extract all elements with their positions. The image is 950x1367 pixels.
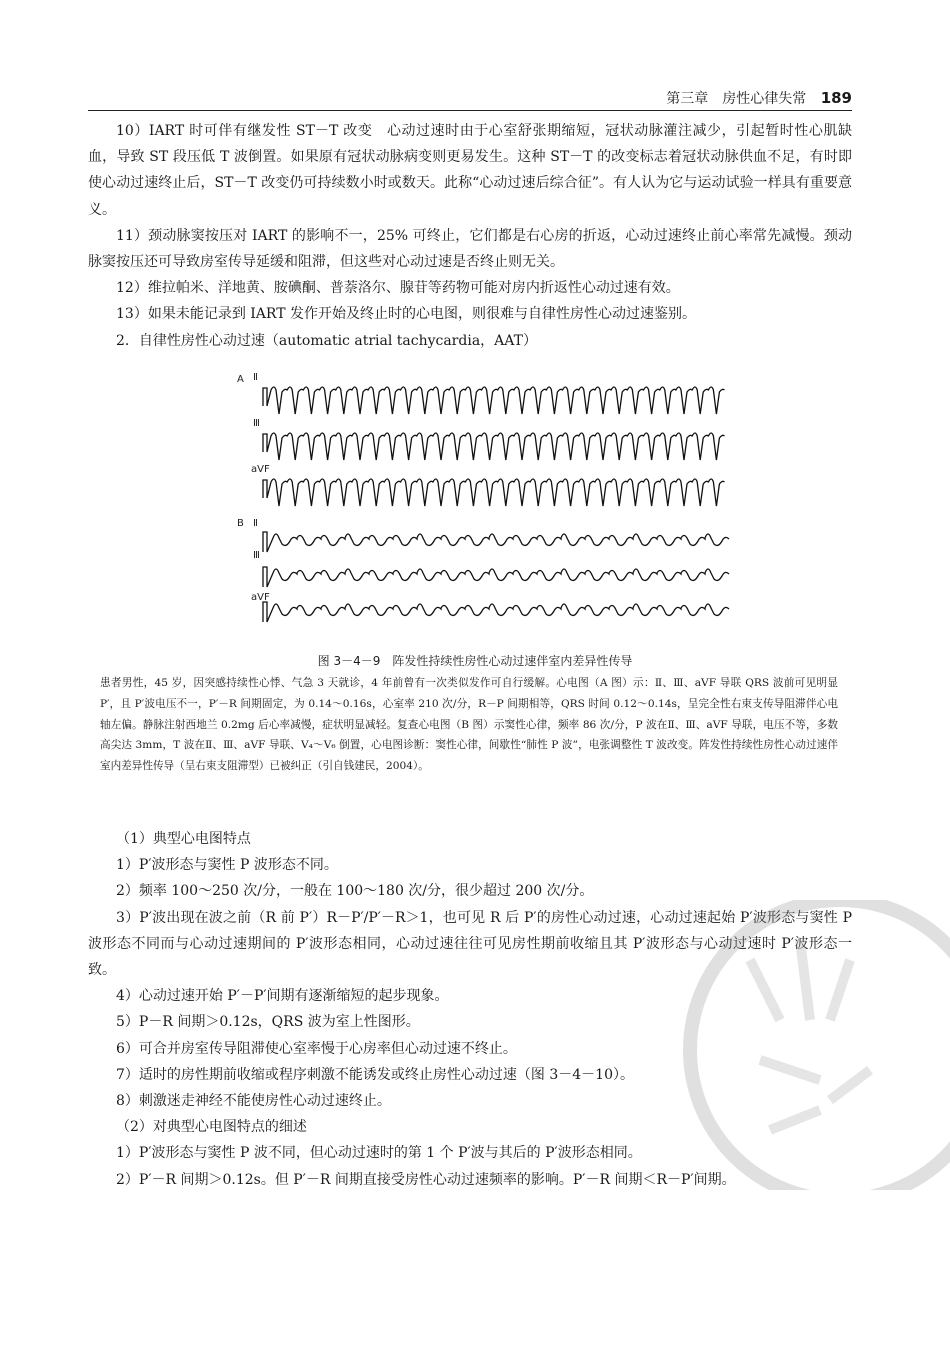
lead-label: aVF (251, 464, 270, 475)
ecg-trace-a-lead-1 (263, 387, 724, 414)
figure-caption-body: 患者男性，45 岁，因突感持续性心悸、气急 3 天就诊，4 年前曾有一次类似发作可自行缓解。心电图（A 图）示：Ⅱ、Ⅲ、aVF 导联 QRS 波前可见明显 P′，且 P′波电压不一，P′－R 间期固定，为 0.14～0.16s，心室率 210 次/分，R－P 间期相等，QRS 时间 0.12～0.14s，呈完全性右束支传导阻滞伴心电轴左偏。静脉注射西地兰 0.2mg 后心率减慢，症状明显减轻。复查心电图（B 图）示窦性心律，频率 86 次/分，P 波在Ⅱ、Ⅲ、aVF 导联，电压不等，多数高尖达 3mm，T 波在Ⅱ、Ⅲ、aVF 导联、V₄～V₆ 倒置，心电图诊断：窦性心律，间歇性“肺性 P 波”，电张调整性 T 波改变。阵发性持续性房性心动过速伴室内差异性传导（呈右束支阻滞型）已被纠正（引自钱建民，2004）。 (100, 677, 838, 773)
subsection-heading: （2）对典型心电图特点的细述 (116, 1119, 307, 1136)
figure-caption-title: 图 3－4－9 阵发性持续性房性心动过速伴室内差异性传导 (317, 654, 633, 668)
list-item: 5）P－R 间期＞0.12s，QRS 波为室上性图形。 (116, 1014, 420, 1031)
page-number: 189 (820, 89, 852, 107)
lead-label: aVF (251, 592, 270, 603)
ecg-figure (235, 368, 735, 630)
lead-label: Ⅲ (253, 550, 260, 561)
list-item: 1）P′波形态与窦性 P 波不同，但心动过速时的第 1 个 P′波与其后的 P′波形态相同。 (116, 1145, 642, 1162)
list-item: 3）P′波出现在波之前（R 前 P′）R－P′/P′－R＞1，也可见 R 后 P′的房性心动过速，心动过速起始 P′波形态与窦性 P 波形态不同而与心动过速期间的 P′波形态相同，心动过速往往可见房性期前收缩且其 P′波形态与心动过速时 P′波形态一致。 (88, 909, 852, 979)
list-item: 6）可合并房室传导阻滞使心室率慢于心房率但心动过速不终止。 (116, 1040, 517, 1057)
ecg-traces (235, 368, 735, 630)
panel-a-label: A (237, 374, 244, 385)
ecg-trace-b-lead-2 (263, 567, 729, 587)
paragraph: 10）IART 时可伴有继发性 ST－T 改变 心动过速时由于心室舒张期缩短，冠状动脉灌注减少，引起暂时性心肌缺血，导致 ST 段压低 T 波倒置。如果原有冠状动脉病变则更易发生。这种 ST－T 的改变标志着冠状动脉供血不足，有时即使心动过速终止后，ST－T 改变仍可持续数小时或数天。此称“心动过速后综合征”。有人认为它与运动试验一样具有重要意义。 (88, 123, 852, 218)
section-heading: 2．自律性房性心动过速（automatic atrial tachycardia，AAT） (116, 332, 537, 349)
list-item: 4）心动过速开始 P′－P′间期有逐渐缩短的起步现象。 (116, 988, 449, 1005)
ecg-trace-b-lead-3 (263, 602, 729, 622)
list-item: 7）适时的房性期前收缩或程序刺激不能诱发或终止房性心动过速（图 3－4－10）。 (116, 1066, 634, 1083)
library-seal-watermark (650, 900, 950, 1190)
body-text-top (88, 118, 852, 354)
ecg-trace-a-lead-3 (263, 479, 724, 506)
list-item: 2）频率 100～250 次/分，一般在 100～180 次/分，很少超过 200 次/分。 (116, 883, 594, 900)
paragraph: 11）颈动脉窦按压对 IART 的影响不一，25% 可终止，它们都是右心房的折返，心动过速终止前心率常先减慢。颈动脉窦按压还可导致房室传导延缓和阻滞，但这些对心动过速是否终止则无关。 (88, 227, 852, 271)
ecg-trace-a-lead-2 (263, 433, 724, 460)
chapter-title: 第三章 房性心律失常 (666, 91, 807, 107)
paragraph: 12）维拉帕米、洋地黄、胺碘酮、普萘洛尔、腺苷等药物可能对房内折返性心动过速有效。 (116, 280, 680, 297)
lead-label: Ⅱ (253, 518, 258, 529)
lead-label: Ⅲ (253, 418, 260, 429)
list-item: 1）P′波形态与窦性 P 波形态不同。 (116, 857, 338, 874)
ecg-trace-b-lead-1 (263, 532, 729, 552)
subsection-heading: （1）典型心电图特点 (116, 831, 251, 847)
page-header (88, 88, 852, 111)
paragraph: 13）如果未能记录到 IART 发作开始及终止时的心电图，则很难与自律性房性心动过速鉴别。 (116, 306, 696, 323)
list-item: 8）刺激迷走神经不能使房性心动过速终止。 (116, 1093, 391, 1110)
lead-label: Ⅱ (253, 372, 258, 383)
panel-b-label: B (237, 518, 244, 529)
list-item: 2）P′－R 间期＞0.12s。但 P′－R 间期直接受房性心动过速频率的影响。P′－R 间期＜R－P′间期。 (116, 1171, 736, 1188)
